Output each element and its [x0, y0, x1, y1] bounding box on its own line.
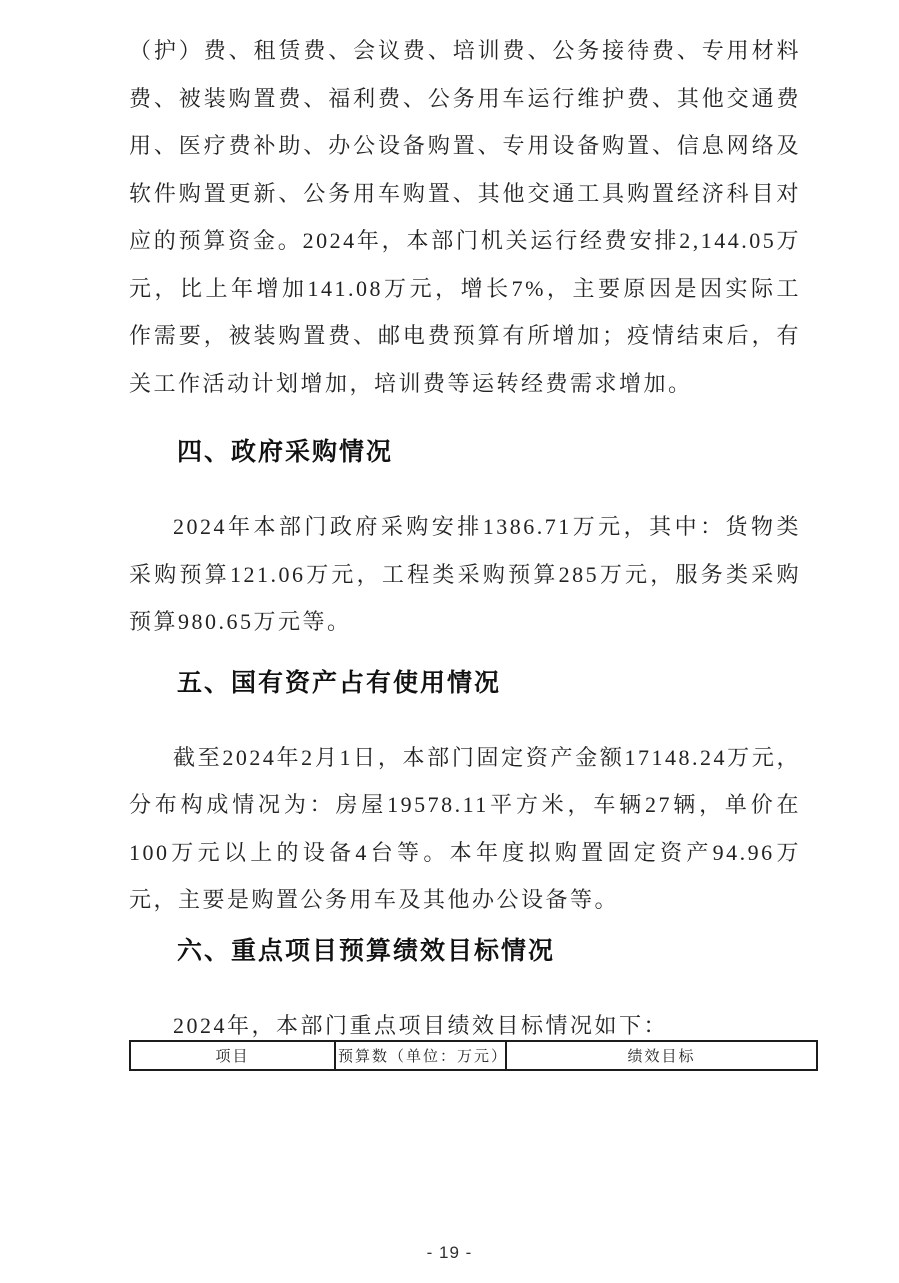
section-heading-key-project-performance: 六、重点项目预算绩效目标情况 — [177, 936, 556, 965]
section-heading-state-assets: 五、国有资产占有使用情况 — [177, 668, 502, 697]
table-header-budget: 预算数（单位：万元） — [335, 1041, 506, 1070]
section-heading-government-procurement: 四、政府采购情况 — [177, 438, 394, 466]
performance-target-table — [129, 1040, 818, 1071]
paragraph-key-project-performance: 2024年，本部门重点项目绩效目标情况如下： — [173, 1012, 669, 1038]
table-header-project: 项目 — [130, 1041, 335, 1070]
paragraph-state-assets: 截至2024年2月1日，本部门固定资产金额17148.24万元，分布构成情况为：房屋19578.11平方米，车辆27辆，单价在100万元以上的设备4台等。本年度拟购置固定资产94.96万元，主要是购置公务用车及其他办公设备等。 — [129, 744, 801, 912]
page-number: - 19 - — [426, 1243, 473, 1262]
paragraph-continuation: （护）费、租赁费、会议费、培训费、公务接待费、专用材料费、被装购置费、福利费、公务用车运行维护费、其他交通费用、医疗费补助、办公设备购置、专用设备购置、信息网络及软件购置更新、公务用车购置、其他交通工具购置经济科目对应的预算资金。2024年，本部门机关运行经费安排2,144.05万元，比上年增加141.08万元，增长7%，主要原因是因实际工作需要，被装购置费、邮电费预算有所增加；疫情结束后，有关工作活动计划增加，培训费等运转经费需求增加。 — [129, 38, 801, 396]
performance-target-table-header — [130, 1041, 817, 1070]
page-content — [129, 27, 801, 1071]
table-header-performance-target: 绩效目标 — [506, 1041, 817, 1070]
table-header-row — [130, 1041, 817, 1070]
paragraph-government-procurement: 2024年本部门政府采购安排1386.71万元，其中：货物类采购预算121.06万元，工程类采购预算285万元，服务类采购预算980.65万元等。 — [129, 514, 801, 634]
